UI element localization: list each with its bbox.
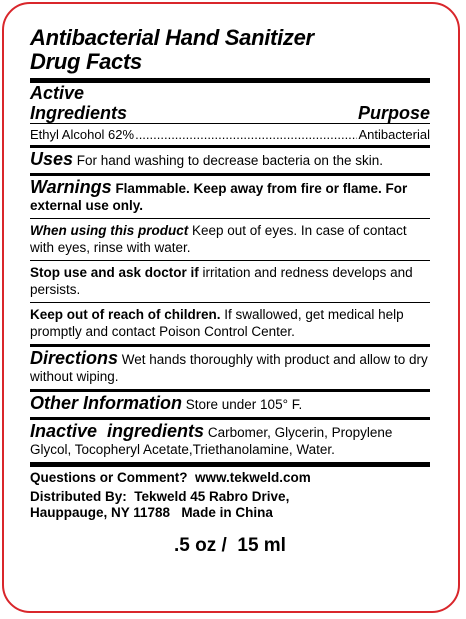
questions-line: Questions or Comment? www.tekweld.com <box>30 470 311 485</box>
title-line-1: Antibacterial Hand Sanitizer <box>30 25 314 50</box>
active-heading-line-2: Ingredients <box>30 103 128 123</box>
title-line-2: Drug Facts <box>30 49 142 74</box>
directions-section <box>30 347 430 389</box>
stop-use-section <box>30 261 430 302</box>
inactive-ingredients-section <box>30 420 430 462</box>
inactive-ingredients-text: Carbomer, Glycerin, Propylene Glycol, Tocopheryl Acetate,Triethanolamine, Water. <box>30 425 393 457</box>
active-ingredient-row <box>30 126 430 143</box>
active-ingredients-heading <box>30 83 127 123</box>
when-using-heading: When using this product <box>30 223 189 238</box>
active-ingredient-purpose: Antibacterial <box>358 127 430 142</box>
other-information-text: Store under 105° F. <box>182 397 303 412</box>
stop-use-heading: Stop use and ask doctor if <box>30 265 199 280</box>
inactive-ingredients-heading: Inactive ingredients <box>30 421 205 441</box>
warnings-heading: Warnings <box>30 177 112 197</box>
divider-thin <box>30 123 430 124</box>
uses-text: For hand washing to decrease bacteria on the skin. <box>73 153 383 168</box>
other-information-section <box>30 392 430 417</box>
distributed-line-2: Hauppauge, NY 11788 Made in China <box>30 505 273 520</box>
uses-section <box>30 148 430 173</box>
when-using-text: Keep out of eyes. In case of contact with eyes, rinse with water. <box>30 223 407 255</box>
warnings-section <box>30 176 430 218</box>
active-ingredients-header <box>30 83 430 123</box>
leader-dots <box>135 126 357 143</box>
uses-heading: Uses <box>30 149 74 169</box>
when-using-section <box>30 219 430 260</box>
keep-out-text: If swallowed, get medical help promptly and contact Poison Control Center. <box>30 307 404 339</box>
directions-text: Wet hands thoroughly with product and allow to dry without wiping. <box>30 352 428 384</box>
warnings-text: Flammable. Keep away from fire or flame. For external use only. <box>30 181 408 213</box>
purpose-heading: Purpose <box>357 103 430 123</box>
distributed-line-1: Distributed By: Tekweld 45 Rabro Drive, <box>30 489 290 504</box>
directions-heading: Directions <box>30 348 119 368</box>
stop-use-text: irritation and redness develops and persists. <box>30 265 413 297</box>
keep-out-section <box>30 303 430 344</box>
other-information-heading: Other Information <box>30 393 182 413</box>
active-heading-line-1: Active <box>30 83 85 103</box>
drug-facts-panel <box>30 26 430 557</box>
product-title <box>30 26 430 74</box>
footer <box>30 467 430 521</box>
net-contents: .5 oz / 15 ml <box>174 535 286 556</box>
keep-out-heading: Keep out of reach of children. <box>30 307 221 322</box>
active-ingredient-name: Ethyl Alcohol 62% <box>30 127 135 142</box>
